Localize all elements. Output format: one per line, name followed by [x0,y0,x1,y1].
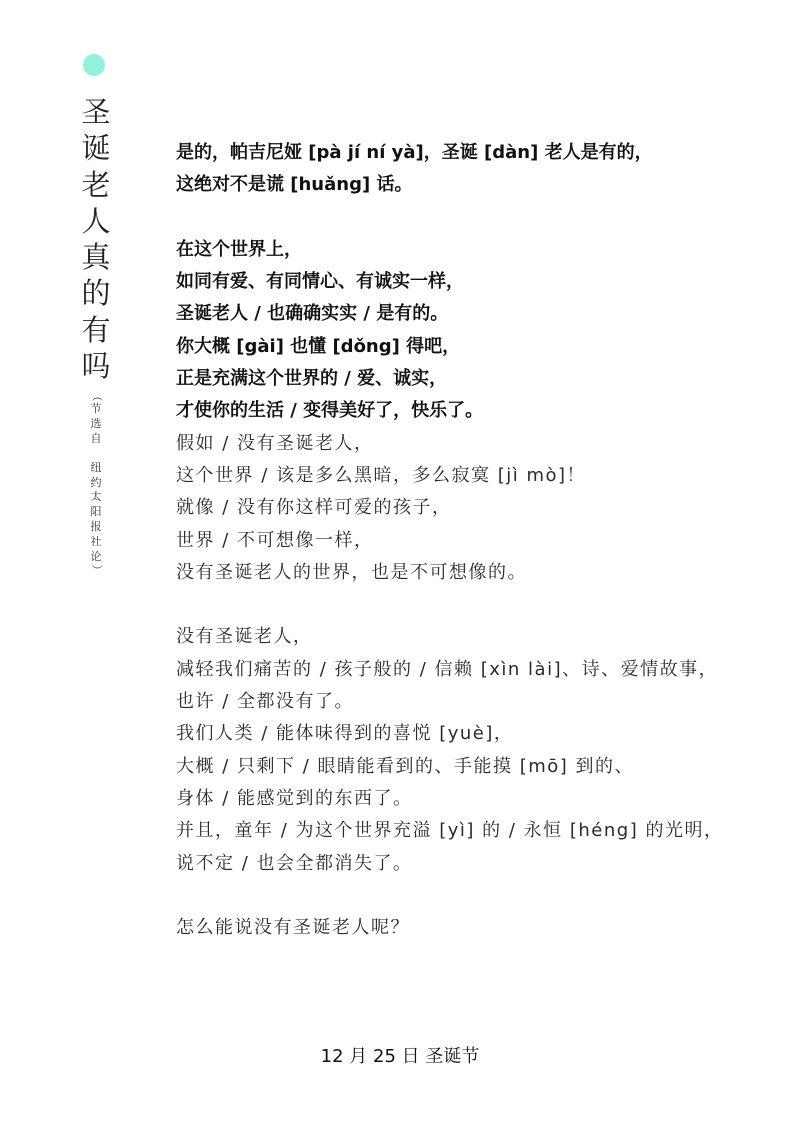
source-char: 节 [90,402,102,416]
source-char: 阳 [90,505,102,519]
poem-line: 我们人类 / 能体味得到的喜悦 [yuè]， [176,723,514,745]
poem-line: 并且，童年 / 为这个世界充溢 [yì] 的 / 永恒 [héng] 的光明， [176,820,724,842]
stanza-break [176,202,776,234]
title-char: 老 [81,167,111,202]
poem-line: 假如 / 没有圣诞老人， [176,432,374,454]
poem-line: 就像 / 没有你这样可爱的孩子， [176,497,452,519]
source-char: 选 [90,417,102,431]
poem-line: 圣诞老人 / 也确确实实 / 是有的。 [176,303,449,325]
poem-line: 也许 / 全都没有了。 [176,691,355,713]
source-note [91,390,102,576]
poem-line: 如同有爱、有同情心、有诚实一样， [176,271,464,293]
title-char: 圣 [81,95,111,129]
vertical-title [78,94,114,576]
date-footer: 12 月 25 日 圣诞节 [320,1046,480,1067]
poem-line: 没有圣诞老人， [176,626,313,648]
poem-line: 大概 / 只剩下 / 眼睛能看到的、手能摸 [mō] 到的、 [176,755,635,777]
source-char: 论 [90,549,102,563]
poem-line: 才使你的生活 / 变得美好了，快乐了。 [176,400,484,422]
poem-line: 这绝对不是谎 [huǎng] 话。 [176,174,413,196]
source-char: 自 [90,431,102,445]
decorative-dot [83,54,105,76]
poem-line: 世界 / 不可想像一样， [176,529,374,551]
poem-line: 身体 / 能感觉到的东西了。 [176,787,413,809]
poem-line: 在这个世界上， [176,238,302,260]
stanza-break [176,589,776,621]
poem-line: 没有圣诞老人的世界，也是不可想像的。 [176,561,527,583]
title-char: 的 [81,276,111,311]
poem-line: 怎么能说没有圣诞老人呢？ [176,917,410,939]
title-char: 真 [81,240,111,275]
source-char: 社 [90,534,102,548]
poem-line: 正是充满这个世界的 / 爱、诚实， [176,368,448,390]
stanza-break [176,880,776,912]
poem-line: 说不定 / 也会全都消失了。 [176,852,413,874]
title-char: 吗 [81,349,111,384]
source-char: 纽 [90,460,102,474]
poem-line: 减轻我们痛苦的 / 孩子般的 / 信赖 [xìn lài]、诗、爱情故事， [176,658,719,680]
poem-line: 这个世界 / 该是多么黑暗，多么寂寞 [jì mò]！ [176,464,587,486]
title-char: 有 [81,312,111,347]
source-char: 报 [90,519,102,533]
title-char: 人 [81,203,111,238]
poem-line: 你大概 [gài] 也懂 [dǒng] 得吧， [176,335,461,357]
poem-body [176,137,776,944]
source-char: ） [90,564,103,576]
source-char: 太 [90,490,102,504]
source-char: 约 [90,475,102,489]
title-char: 诞 [81,131,111,166]
source-char: （ [90,390,103,402]
poem-line: 是的，帕吉尼娅 [pà jí ní yà]，圣诞 [dàn] 老人是有的， [176,142,653,163]
